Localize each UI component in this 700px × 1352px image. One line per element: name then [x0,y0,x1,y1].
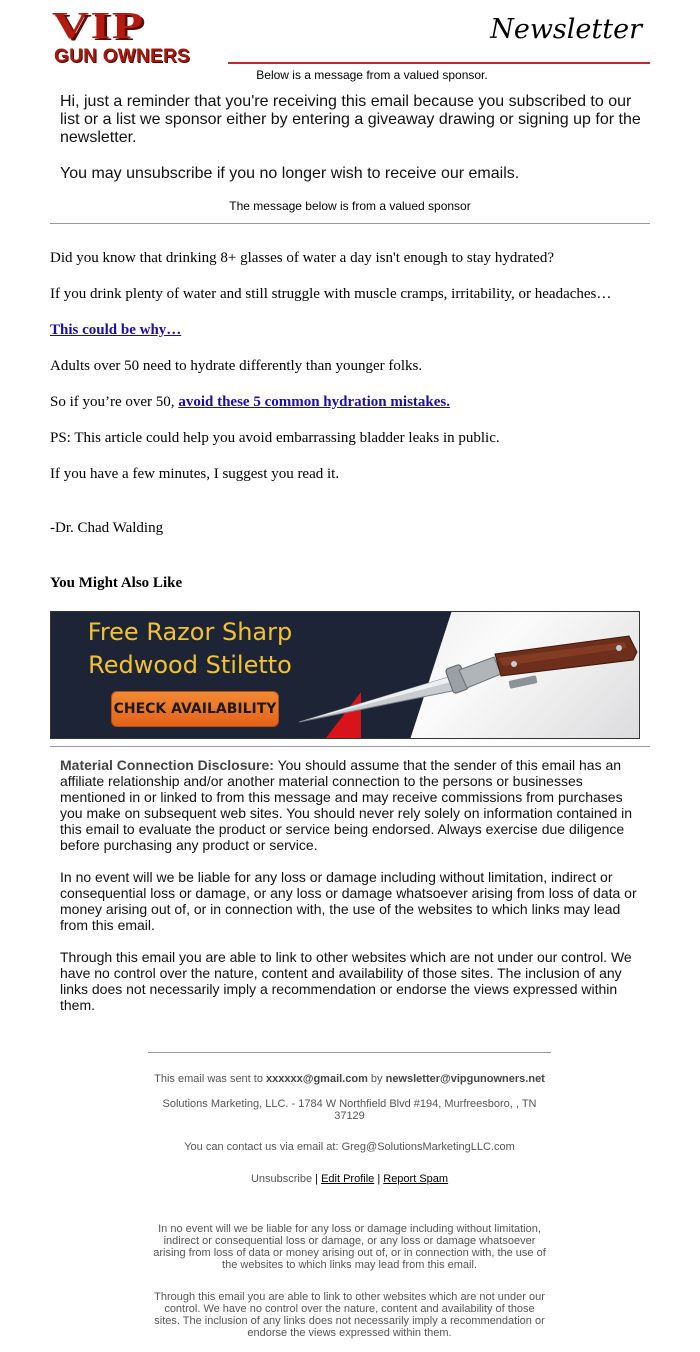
contact-line: You can contact us via email at: Greg@SolutionsMarketingLLC.com [184,1141,515,1153]
external-links-text: Through this email you are able to link to other websites which are not under our control. We have no control over the nature, content and availability of those sites. The inclusion of any links does not necessarily imply a recommendation or endorse the views expressed within them. [60,949,632,1013]
newsletter-title: Newsletter [490,14,642,45]
sponsor-note: The message below is from a valued sponsor [229,199,471,213]
sponsor-note-top: Below is a message from a valued sponsor. [256,68,488,82]
article-paragraph: PS: This article could help you avoid embarrassing bladder leaks in public. [50,430,500,446]
report-spam-link[interactable]: Report Spam [383,1173,449,1185]
article-paragraph: Did you know that drinking 8+ glasses of water a day isn't enough to stay hydrated? [50,250,554,266]
link-separator: | [312,1173,322,1185]
liability-text: In no event will we be liable for any loss or damage including without limitation, indirect or consequential loss or damage, or any loss or damage whatsoever arising from loss of data or money arising out of, or in connection with, the use of the websites to which links may lead from this email. [60,869,637,933]
reminder-text: Hi, just a reminder that you're receiving this email because you subscribed to our list or a list we sponsor either by entering a giveaway drawing or signing up for the newsletter. [60,93,641,146]
recipient-email: xxxxxx@gmail.com [266,1073,368,1085]
divider [50,746,650,747]
disclosure-text: You should assume that the sender of this email has an affiliate relationship and/or another material connection to the persons or businesses mentioned in or linked to from this message and may receive commissions from purchases you make on subsequent web sites. You should never rely solely on information contained in this email to evaluate the product or service being endorsed. Always exercise due diligence before purchasing any product or service. [60,757,633,853]
sender-email: newsletter@vipgunowners.net [385,1073,545,1085]
footer-legal-links: Through this email you are able to link to other websites which are not under our control. We have no control over the nature, content and availability of those sites. The inclusion of any links does not necessarily imply a recommendation or endorse the views expressed within them. [154,1291,545,1339]
article-paragraph: Adults over 50 need to hydrate differently than younger folks. [50,358,423,374]
banner-headline-line1: Free Razor Sharp [87,618,293,646]
footer-links [148,1173,551,1185]
link-separator: | [374,1173,384,1185]
postal-address: Solutions Marketing, LLC. - 1784 W Northfield Blvd #194, Murfreesboro, , TN 37129 [162,1098,537,1122]
logo-vip-text: VIP [52,5,145,47]
signature: -Dr. Chad Walding [50,520,164,536]
vip-gun-owners-logo[interactable] [52,5,230,67]
subscription-reminder [60,93,650,201]
sent-by-word: by [367,1073,386,1085]
article-paragraph: If you drink plenty of water and still struggle with muscle cramps, irritability, or headaches… [50,286,612,302]
sent-to-line [148,1073,551,1085]
disclosure-label: Material Connection Disclosure: [60,757,274,773]
footer-legal-liability: In no event will we be liable for any loss or damage including without limitation, indirect or consequential loss or damage, or any loss or damage whatsoever arising from loss of data or money arising out of, or in connection with, the use of the websites to which links may lead from this email. [153,1223,546,1271]
article-paragraph: If you have a few minutes, I suggest you read it. [50,466,340,482]
unsubscribe-link[interactable]: Unsubscribe [250,1173,313,1185]
article-paragraph: So if you’re over 50, [50,394,179,410]
material-connection-disclosure [60,757,640,1029]
banner-headline-line2: Redwood Stiletto [88,651,292,679]
article-link-could-be-why[interactable]: This could be why… [50,322,182,338]
you-might-also-like-heading: You Might Also Like [50,575,183,591]
header-divider [228,62,650,64]
banner-headline [51,616,329,682]
footer-divider [148,1052,551,1053]
stiletto-knife-image [299,622,639,732]
divider [50,223,650,224]
logo-gun-owners-text: GUN OWNERS [54,46,190,67]
check-availability-button[interactable]: CHECK AVAILABILITY [111,691,279,727]
sent-prefix: This email was sent to [154,1073,267,1085]
unsubscribe-note: You may unsubscribe if you no longer wish to receive our emails. [60,165,520,182]
stiletto-ad-banner[interactable] [50,611,640,739]
edit-profile-link[interactable]: Edit Profile [321,1173,375,1185]
article-link-hydration-mistakes[interactable]: avoid these 5 common hydration mistakes. [178,394,450,410]
